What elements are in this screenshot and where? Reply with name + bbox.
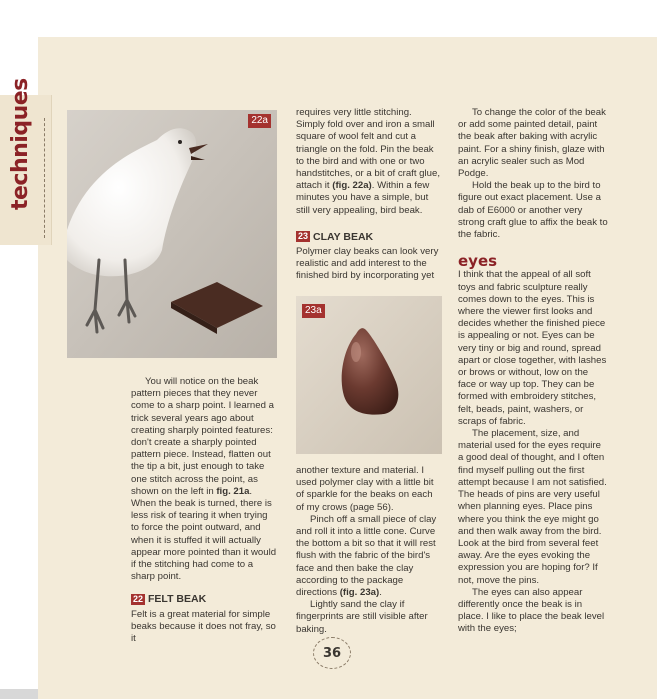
figure-reference: fig. 21a [216,485,250,497]
subhead-number: 23 [298,231,309,242]
paragraph-text: . When the beak is turned, there is less risk of tearing it when trying to force the point outward, and when it is stuffed it will actually appear more pointed than it would if the stitching had come to a sharp point. [131,485,277,583]
paragraph [296,514,442,599]
page-number: 36 [313,637,351,669]
figure-reference: (fig. 22a) [332,180,372,192]
clay-beak-illustration [296,296,442,454]
section-label: techniques [8,78,33,210]
paragraph: Hold the beak up to the bird to figure out exact placement. Use a dab of E6000 or another very strong craft glue to affix the beak to the fabric. [458,180,608,241]
felt-bird-illustration [67,110,277,358]
paragraph: another texture and material. I used polymer clay with a little bit of sparkle for the beaks on each of my crows (page 56). [296,465,434,513]
subhead-felt-beak [131,593,277,605]
paragraph-text: . Within a few minutes you have a simple, but still very appealing, bird beak. [296,180,430,216]
paragraph: Lightly sand the clay if fingerprints are still visible after baking. [296,599,428,635]
paragraph: I think that the appeal of all soft toys and fabric sculpture really comes down to the eyes. This is where the viewer first looks and decides whether the finished piece is appealing or not. Eyes can be very tiny or big and round, spread apart or close together, with lashes or brows or without, low on the face or way up top. They can be formed with embroidery stitches, felt, beads, paint, washers, or scraps of fabric. [458,269,607,427]
text-column-2-top [296,107,442,283]
figure-badge-22a: 22a [248,114,271,128]
subhead-title: FELT BEAK [148,593,207,606]
figure-badge-23a: 23a [302,304,325,318]
subhead-clay-beak [296,231,442,243]
paragraph-text: requires very little stitching. Simply fold over and iron a small square of wool felt and cut a triangle on the fold. Pin the beak to the bird and with one or two handstitches, or a bit of craft glue, attach it [296,107,440,192]
paragraph: Polymer clay beaks can look very realistic and add interest to the finished bird by incorporating yet [296,246,439,282]
section-heading-eyes: eyes [458,252,498,271]
paragraph [296,107,442,217]
paragraph: The placement, size, and material used for the eyes require a good deal of thought, and I often find myself pulling out the first attempt because I am not satisfied. The heads of pins are very useful when planning eyes. Place pins where you think the eye might go and then walk away from the bird. Look at the bird from several feet away. Are the eyes evoking the expression you are hoping for? If not, move the pins. [458,428,607,586]
section-divider [44,118,45,238]
paragraph: Felt is a great material for simple beaks because it does not fray, so it [131,608,276,645]
text-column-1 [131,376,277,645]
text-column-3 [458,107,608,636]
photo-felt-beak-bird [67,110,277,358]
paragraph-text: Pinch off a small piece of clay and roll it into a little cone. Curve the bottom a bit so that it will rest flush with the fabric of the bird's face and then bake the clay according to the package directions [296,513,437,599]
paragraph: The eyes can also appear differently once the beak is in place. I like to place the beak level with the eyes; [458,586,605,635]
subhead-title: CLAY BEAK [313,230,374,243]
photo-clay-beak [296,296,442,454]
paragraph [131,376,277,583]
figure-reference: (fig. 23a) [339,587,380,599]
subhead-number: 22 [133,594,144,605]
paragraph-text: . [379,587,382,599]
text-column-2-bottom [296,465,442,636]
paragraph: To change the color of the beak or add some painted detail, paint the beak after baking with acrylic paint. For a shiny finish, glaze with an acrylic sealer such as Mod Podge. [458,107,606,180]
paragraph-text: You will notice on the beak pattern pieces that they never come to a sharp point. I learned a trick several years ago about creating sharply pointed features: don't create a sharply pointed pattern piece. Instead, flatten out the tip a bit, just enough to take one stitch across the point, as shown on the left in [131,376,274,497]
